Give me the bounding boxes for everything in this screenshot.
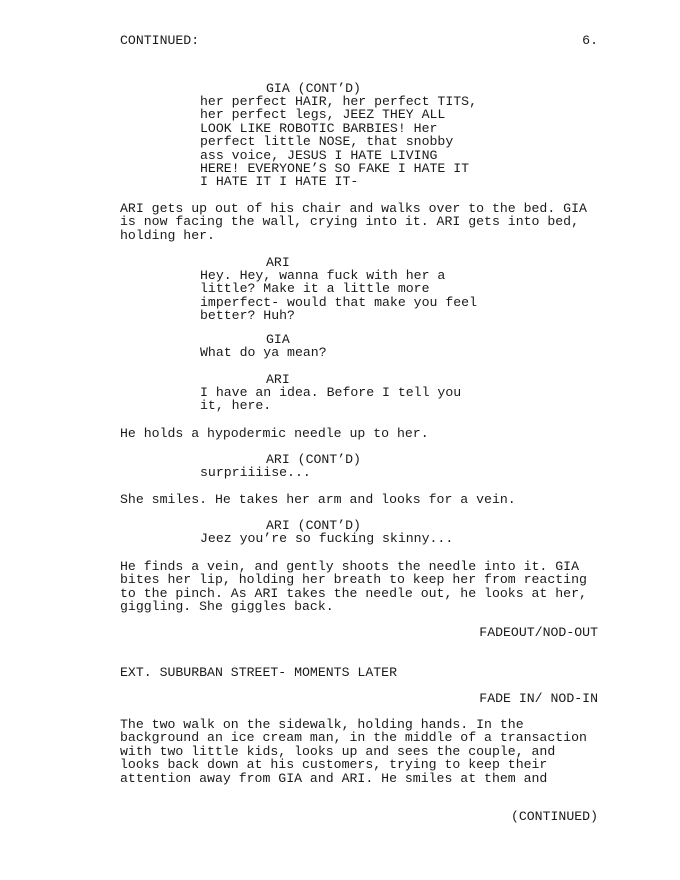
page-number: 6. [582,33,598,48]
action-line: to the pinch. As ARI takes the needle out, he looks at her, [120,585,587,601]
dialogue-block [200,346,327,359]
dialogue-line: her perfect HAIR, her perfect TITS, [200,94,477,109]
action-line: holding her. [120,227,215,243]
dialogue-line: it, here. [200,398,272,414]
character-cue: ARI (CONT’D) [266,518,361,533]
dialogue-line: I have an idea. Before I tell you [200,385,462,400]
dialogue-line: perfect little NOSE, that snobby [200,134,454,150]
action-line: bites her lip, holding her breath to keep her from reacting [120,572,587,588]
character-cue: GIA (CONT’D) [266,81,361,96]
dialogue-block [200,532,453,545]
dialogue-line: I HATE IT I HATE IT- [200,174,359,190]
dialogue-line: Jeez you’re so fucking skinny... [200,531,454,546]
action-line: He finds a vein, and gently shoots the needle into it. GIA [120,559,579,574]
dialogue-line: LOOK LIKE ROBOTIC BARBIES! Her [200,120,438,136]
dialogue-block [200,386,461,413]
dialogue-block [200,269,477,323]
dialogue-line: better? Huh? [200,308,295,324]
action-block [120,427,429,440]
action-line: with two little kids, looks up and sees the couple, and [120,743,556,759]
character-cue: ARI (CONT’D) [266,452,361,467]
dialogue-block [200,466,311,479]
action-line: giggling. She giggles back. [120,599,334,615]
action-line: He holds a hypodermic needle up to her. [120,426,429,441]
character-cue: ARI [266,255,290,270]
header-continued: CONTINUED: [120,33,200,48]
dialogue-line: Hey. Hey, wanna fuck with her a [200,268,446,283]
action-line: ARI gets up out of his chair and walks over to the bed. GIA [120,201,587,216]
action-block [120,202,587,242]
action-line: The two walk on the sidewalk, holding hands. In the [120,717,524,732]
dialogue-line: her perfect legs, JEEZ THEY ALL [200,107,446,123]
action-line: background an ice cream man, in the middle of a transaction [120,730,587,746]
transition: FADEOUT/NOD-OUT [479,625,598,640]
dialogue-line: ass voice, JESUS I HATE LIVING [200,147,438,163]
dialogue-line: surpriiiise... [200,465,311,480]
action-line: looks back down at his customers, trying to keep their [120,757,548,773]
character-cue: GIA [266,332,290,347]
action-line: is now facing the wall, crying into it. ARI gets into bed, [120,214,579,230]
action-line: attention away from GIA and ARI. He smiles at them and [120,770,548,786]
action-block [120,493,516,506]
footer-continued: (CONTINUED) [510,809,598,824]
dialogue-line: little? Make it a little more [200,281,430,297]
character-cue: ARI [266,372,290,387]
dialogue-block [200,95,477,189]
scene-heading: EXT. SUBURBAN STREET- MOMENTS LATER [120,665,397,680]
transition: FADE IN/ NOD-IN [479,691,598,706]
dialogue-line: imperfect- would that make you feel [200,294,477,310]
dialogue-line: HERE! EVERYONE’S SO FAKE I HATE IT [200,161,470,177]
action-block [120,560,587,614]
action-line: She smiles. He takes her arm and looks for a vein. [120,492,516,507]
dialogue-line: What do ya mean? [200,345,327,360]
action-block [120,718,587,785]
